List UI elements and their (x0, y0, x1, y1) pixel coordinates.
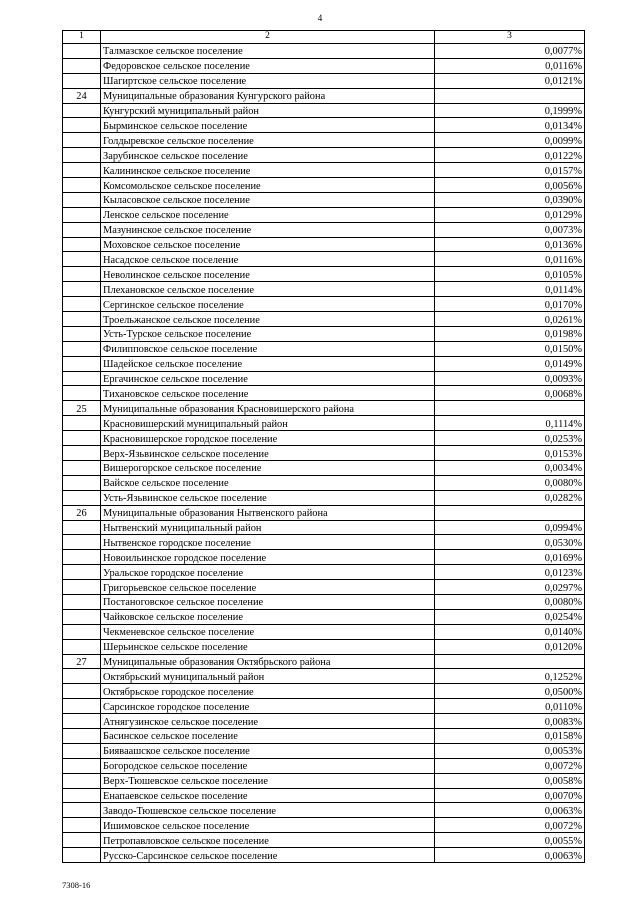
share-percent-cell: 0,0153% (435, 446, 585, 461)
table-row (63, 699, 585, 714)
share-percent-cell: 0,0077% (435, 44, 585, 59)
table-row (63, 446, 585, 461)
row-number-cell (63, 833, 101, 848)
share-percent-cell: 0,0116% (435, 252, 585, 267)
column-header-1: 1 (63, 31, 101, 44)
share-percent-cell: 0,0080% (435, 475, 585, 490)
row-number-cell (63, 73, 101, 88)
row-number-cell (63, 550, 101, 565)
municipality-name-cell: Усть-Язьвинское сельское поселение (101, 490, 435, 505)
share-percent-cell: 0,0297% (435, 580, 585, 595)
municipality-name-cell: Ишимовское сельское поселение (101, 818, 435, 833)
row-number-cell (63, 803, 101, 818)
share-percent-cell: 0,0149% (435, 356, 585, 371)
table-row (63, 416, 585, 431)
share-percent-cell: 0,0121% (435, 73, 585, 88)
row-number-cell (63, 431, 101, 446)
table-row (63, 728, 585, 743)
table-header-row (63, 31, 585, 44)
row-number-cell (63, 237, 101, 252)
row-number-cell (63, 178, 101, 193)
table-row (63, 475, 585, 490)
municipality-name-cell: Талмазское сельское поселение (101, 44, 435, 59)
table-row (63, 192, 585, 207)
table-row (63, 594, 585, 609)
table-row (63, 743, 585, 758)
municipality-name-cell: Тихановское сельское поселение (101, 386, 435, 401)
municipality-name-cell: Чайковское сельское поселение (101, 609, 435, 624)
table-section-row (63, 654, 585, 669)
document-code: 7308-16 (62, 880, 91, 890)
municipality-name-cell: Новоильинское городское поселение (101, 550, 435, 565)
table-row (63, 833, 585, 848)
share-percent-cell: 0,0058% (435, 773, 585, 788)
table-row (63, 207, 585, 222)
municipality-name-cell: Шерьинское сельское поселение (101, 639, 435, 654)
row-number-cell (63, 118, 101, 133)
share-percent-cell: 0,0072% (435, 818, 585, 833)
municipality-name-cell: Чекменевское сельское поселение (101, 624, 435, 639)
table-row (63, 282, 585, 297)
column-header-2: 2 (101, 31, 435, 44)
municipality-name-cell: Русско-Сарсинское сельское поселение (101, 848, 435, 863)
row-number-cell (63, 460, 101, 475)
municipality-name-cell: Сарсинское городское поселение (101, 699, 435, 714)
share-percent-cell: 0,0070% (435, 788, 585, 803)
share-percent-cell: 0,0105% (435, 267, 585, 282)
municipality-name-cell: Неволинское сельское поселение (101, 267, 435, 282)
row-number-cell (63, 446, 101, 461)
municipality-name-cell: Октябрьское городское поселение (101, 684, 435, 699)
table-row (63, 371, 585, 386)
municipality-name-cell: Муниципальные образования Нытвенского района (101, 505, 435, 520)
municipality-name-cell: Кунгурский муниципальный район (101, 103, 435, 118)
table-row (63, 758, 585, 773)
table-row (63, 356, 585, 371)
table-row (63, 312, 585, 327)
share-percent-cell: 0,0158% (435, 728, 585, 743)
row-number-cell: 24 (63, 88, 101, 103)
share-percent-cell: 0,0123% (435, 565, 585, 580)
row-number-cell (63, 788, 101, 803)
share-percent-cell: 0,0072% (435, 758, 585, 773)
table-row (63, 297, 585, 312)
municipality-name-cell: Бияваашское сельское поселение (101, 743, 435, 758)
row-number-cell (63, 312, 101, 327)
municipality-name-cell: Шагиртское сельское поселение (101, 73, 435, 88)
table-row (63, 803, 585, 818)
column-header-3: 3 (435, 31, 585, 44)
municipality-name-cell: Верх-Тюшевское сельское поселение (101, 773, 435, 788)
municipality-name-cell: Вишерогорское сельское поселение (101, 460, 435, 475)
row-number-cell (63, 44, 101, 59)
municipality-name-cell: Вайское сельское поселение (101, 475, 435, 490)
row-number-cell: 26 (63, 505, 101, 520)
table-row (63, 460, 585, 475)
row-number-cell: 25 (63, 401, 101, 416)
municipality-name-cell: Нытвенский муниципальный район (101, 520, 435, 535)
share-percent-cell: 0,0120% (435, 639, 585, 654)
share-percent-cell: 0,0500% (435, 684, 585, 699)
share-percent-cell: 0,0068% (435, 386, 585, 401)
row-number-cell (63, 371, 101, 386)
municipality-name-cell: Насадское сельское поселение (101, 252, 435, 267)
share-percent-cell: 0,0129% (435, 207, 585, 222)
row-number-cell (63, 699, 101, 714)
row-number-cell (63, 594, 101, 609)
municipality-name-cell: Зарубинское сельское поселение (101, 148, 435, 163)
municipality-name-cell: Комсомольское сельское поселение (101, 178, 435, 193)
table-row (63, 103, 585, 118)
share-percent-cell: 0,0110% (435, 699, 585, 714)
table-row (63, 133, 585, 148)
share-percent-cell: 0,0122% (435, 148, 585, 163)
row-number-cell (63, 386, 101, 401)
municipality-name-cell: Уральское городское поселение (101, 565, 435, 580)
row-number-cell (63, 341, 101, 356)
row-number-cell (63, 207, 101, 222)
share-percent-cell: 0,0157% (435, 163, 585, 178)
share-percent-cell: 0,0134% (435, 118, 585, 133)
row-number-cell (63, 758, 101, 773)
row-number-cell (63, 282, 101, 297)
municipality-name-cell: Постаноговское сельское поселение (101, 594, 435, 609)
share-percent-cell: 0,0083% (435, 714, 585, 729)
table-row (63, 178, 585, 193)
row-number-cell (63, 163, 101, 178)
share-percent-cell: 0,0169% (435, 550, 585, 565)
row-number-cell (63, 103, 101, 118)
row-number-cell (63, 133, 101, 148)
table-row (63, 848, 585, 863)
share-percent-cell: 0,0099% (435, 133, 585, 148)
municipality-name-cell: Мазунинское сельское поселение (101, 222, 435, 237)
municipality-name-cell: Богородское сельское поселение (101, 758, 435, 773)
allocation-table (62, 30, 585, 863)
table-row (63, 267, 585, 282)
municipality-name-cell: Федоровское сельское поселение (101, 58, 435, 73)
row-number-cell (63, 743, 101, 758)
municipality-name-cell: Басинское сельское поселение (101, 728, 435, 743)
table-row (63, 386, 585, 401)
municipality-name-cell: Усть-Турское сельское поселение (101, 326, 435, 341)
row-number-cell (63, 580, 101, 595)
municipality-name-cell: Кыласовское сельское поселение (101, 192, 435, 207)
municipality-name-cell: Плехановское сельское поселение (101, 282, 435, 297)
municipality-name-cell: Нытвенское городское поселение (101, 535, 435, 550)
row-number-cell (63, 356, 101, 371)
row-number-cell (63, 267, 101, 282)
municipality-name-cell: Калининское сельское поселение (101, 163, 435, 178)
table-row (63, 788, 585, 803)
table-row (63, 58, 585, 73)
row-number-cell (63, 609, 101, 624)
table-row (63, 669, 585, 684)
share-percent-cell: 0,0114% (435, 282, 585, 297)
page-number: 4 (317, 13, 323, 23)
row-number-cell (63, 490, 101, 505)
municipality-name-cell: Троельжанское сельское поселение (101, 312, 435, 327)
share-percent-cell: 0,0136% (435, 237, 585, 252)
table-row (63, 520, 585, 535)
municipality-name-cell: Голдыревское сельское поселение (101, 133, 435, 148)
row-number-cell (63, 639, 101, 654)
share-percent-cell: 0,0063% (435, 848, 585, 863)
row-number-cell (63, 58, 101, 73)
table-row (63, 341, 585, 356)
table-row (63, 714, 585, 729)
table-row (63, 609, 585, 624)
share-percent-cell: 0,0053% (435, 743, 585, 758)
municipality-name-cell: Енапаевское сельское поселение (101, 788, 435, 803)
table-row (63, 44, 585, 59)
share-percent-cell: 0,0073% (435, 222, 585, 237)
row-number-cell (63, 728, 101, 743)
municipality-name-cell: Муниципальные образования Октябрьского района (101, 654, 435, 669)
share-percent-cell: 0,0150% (435, 341, 585, 356)
share-percent-cell: 0,0390% (435, 192, 585, 207)
municipality-name-cell: Ергачинское сельское поселение (101, 371, 435, 386)
row-number-cell (63, 148, 101, 163)
row-number-cell (63, 475, 101, 490)
municipality-name-cell: Заводо-Тюшевское сельское поселение (101, 803, 435, 818)
table-row (63, 639, 585, 654)
table-section-row (63, 401, 585, 416)
share-percent-cell (435, 401, 585, 416)
share-percent-cell (435, 654, 585, 669)
share-percent-cell (435, 505, 585, 520)
share-percent-cell: 0,0198% (435, 326, 585, 341)
row-number-cell (63, 714, 101, 729)
row-number-cell (63, 684, 101, 699)
row-number-cell (63, 535, 101, 550)
row-number-cell (63, 192, 101, 207)
table-row (63, 818, 585, 833)
municipality-name-cell: Красновишерский муниципальный район (101, 416, 435, 431)
row-number-cell (63, 326, 101, 341)
row-number-cell (63, 624, 101, 639)
share-percent-cell: 0,0034% (435, 460, 585, 475)
share-percent-cell: 0,0253% (435, 431, 585, 446)
municipality-name-cell: Красновишерское городское поселение (101, 431, 435, 446)
municipality-name-cell: Октябрьский муниципальный район (101, 669, 435, 684)
share-percent-cell: 0,0055% (435, 833, 585, 848)
table-row (63, 490, 585, 505)
row-number-cell (63, 252, 101, 267)
share-percent-cell: 0,0063% (435, 803, 585, 818)
table-row (63, 773, 585, 788)
municipality-name-cell: Верх-Язьвинское сельское поселение (101, 446, 435, 461)
municipality-name-cell: Григорьевское сельское поселение (101, 580, 435, 595)
share-percent-cell: 0,0530% (435, 535, 585, 550)
row-number-cell (63, 222, 101, 237)
municipality-name-cell: Муниципальные образования Кунгурского района (101, 88, 435, 103)
table-row (63, 550, 585, 565)
municipality-name-cell: Бырминское сельское поселение (101, 118, 435, 133)
share-percent-cell: 0,1252% (435, 669, 585, 684)
table-row (63, 252, 585, 267)
municipality-name-cell: Муниципальные образования Красновишерского района (101, 401, 435, 416)
row-number-cell: 27 (63, 654, 101, 669)
table-row (63, 684, 585, 699)
row-number-cell (63, 416, 101, 431)
municipality-name-cell: Моховское сельское поселение (101, 237, 435, 252)
table-row (63, 73, 585, 88)
municipality-name-cell: Филипповское сельское поселение (101, 341, 435, 356)
share-percent-cell (435, 88, 585, 103)
municipality-name-cell: Атнягузинское сельское поселение (101, 714, 435, 729)
table-row (63, 580, 585, 595)
share-percent-cell: 0,0093% (435, 371, 585, 386)
municipality-name-cell: Ленское сельское поселение (101, 207, 435, 222)
municipality-name-cell: Петропавловское сельское поселение (101, 833, 435, 848)
table-row (63, 535, 585, 550)
table-row (63, 222, 585, 237)
row-number-cell (63, 773, 101, 788)
table-row (63, 163, 585, 178)
share-percent-cell: 0,0994% (435, 520, 585, 535)
table-row (63, 431, 585, 446)
row-number-cell (63, 848, 101, 863)
table-row (63, 624, 585, 639)
share-percent-cell: 0,0282% (435, 490, 585, 505)
municipality-name-cell: Сергинское сельское поселение (101, 297, 435, 312)
table-section-row (63, 505, 585, 520)
share-percent-cell: 0,0116% (435, 58, 585, 73)
share-percent-cell: 0,0080% (435, 594, 585, 609)
row-number-cell (63, 565, 101, 580)
table-row (63, 326, 585, 341)
share-percent-cell: 0,0261% (435, 312, 585, 327)
share-percent-cell: 0,1999% (435, 103, 585, 118)
row-number-cell (63, 818, 101, 833)
table-row (63, 148, 585, 163)
share-percent-cell: 0,0140% (435, 624, 585, 639)
share-percent-cell: 0,1114% (435, 416, 585, 431)
table-row (63, 118, 585, 133)
share-percent-cell: 0,0170% (435, 297, 585, 312)
row-number-cell (63, 669, 101, 684)
row-number-cell (63, 520, 101, 535)
municipality-name-cell: Шадейское сельское поселение (101, 356, 435, 371)
table-section-row (63, 88, 585, 103)
table-row (63, 565, 585, 580)
table-row (63, 237, 585, 252)
row-number-cell (63, 297, 101, 312)
share-percent-cell: 0,0254% (435, 609, 585, 624)
share-percent-cell: 0,0056% (435, 178, 585, 193)
